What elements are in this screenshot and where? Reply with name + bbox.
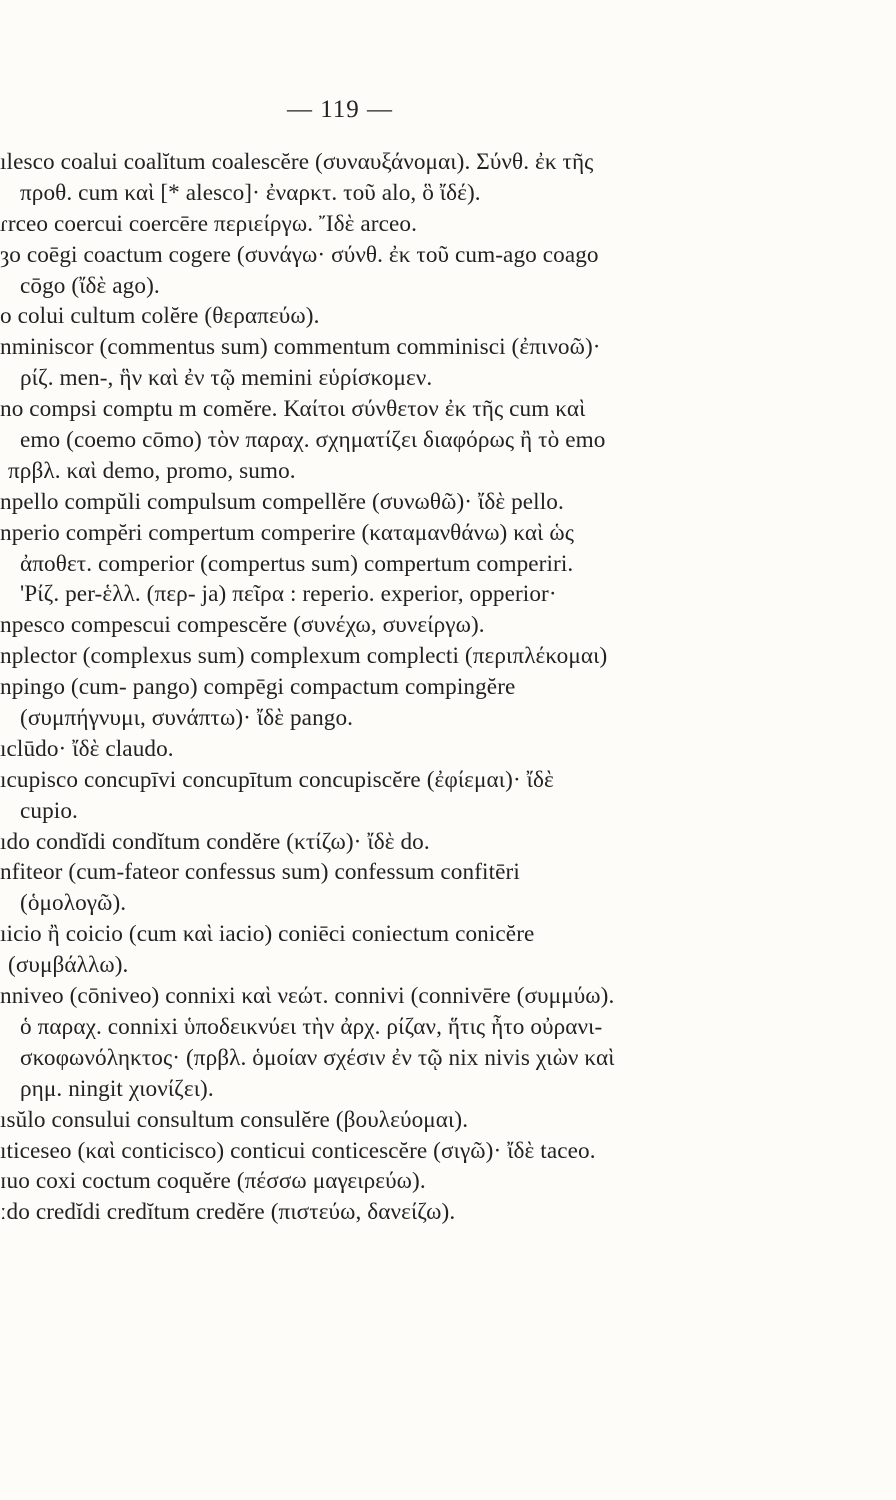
text-line: σκοφωνόληκτος· (πρβλ. ὁμοίαν σχέσιν ἐν τῷ nix nivis χιὼν καὶ xyxy=(20,1044,615,1071)
text-line: ılesco coalui coalĭtum coalescĕre (συναυξάνομαι). Σύνθ. ἐκ τῆς xyxy=(0,149,594,175)
text-line: ıticeseo (καὶ conticisco) conticui conticescĕre (σιγῶ)· ἴδὲ taceo. xyxy=(0,1137,596,1164)
text-line: emo (coemo cōmo) τὸν παραχ. σχηματίζει διαφόρως ἢ τὸ emo xyxy=(20,427,606,454)
text-line: ıdo condĭdi condĭtum condĕre (κτίζω)· ἴδὲ do. xyxy=(0,828,430,855)
page-number: — 119 — xyxy=(286,96,394,123)
text-line: cōgo (ἴδὲ ago). xyxy=(20,272,160,299)
text-line: ıclūdo· ἴδὲ claudo. xyxy=(0,735,174,762)
text-line: nniveo (cōniveo) connixi καὶ νεώτ. connivi (connivēre (συμμύω). xyxy=(0,983,615,1010)
text-line: (ὁμολογῶ). xyxy=(20,890,127,917)
text-line: npingo (cum- pango) compēgi compactum compingĕre xyxy=(0,674,516,701)
text-line: nplector (complexus sum) complexum complecti (περιπλέκομαι) xyxy=(0,643,608,670)
text-line: ıicio ἢ coicio (cum καὶ iacio) coniēci coniectum conicĕre xyxy=(0,921,535,948)
text-line: cupio. xyxy=(20,797,78,824)
text-line: (συμπήγνυμι, συνάπτω)· ἴδὲ pango. xyxy=(20,705,354,732)
text-line: ὁ παραχ. connixi ὑποδεικνύει τὴν ἀρχ. ρίζαν, ἥτις ἦτο οὐρανι- xyxy=(20,1013,603,1040)
text-line: ɾrceo coercui coercēre περιείργω. Ἴδὲ arceo. xyxy=(0,210,418,237)
text-line: ɪuo coxi coctum coquĕre (πέσσω μαγειρεύω). xyxy=(0,1168,426,1195)
text-line: nfiteor (cum-fateor confessus sum) confessum confitēri xyxy=(0,859,520,886)
text-line: ısŭlo consului consultum consulĕre (βουλεύομαι). xyxy=(0,1106,469,1133)
text-line: πρβλ. καὶ demo, promo, sumo. xyxy=(8,457,296,484)
text-line: nminiscor (commentus sum) commentum comminisci (ἐπινοῶ)· xyxy=(0,334,601,361)
text-line: ıcupisco concupīvi concupītum concupiscĕre (ἐφίεμαι)· ἴδὲ xyxy=(0,766,554,793)
text-line: ρίζ. men-, ἣν καὶ ἐν τῷ memini εὑρίσκομεν. xyxy=(20,365,433,392)
text-line: npello compŭli compulsum compellĕre (συνωθῶ)· ἴδὲ pello. xyxy=(0,488,564,515)
text-line: (συμβάλλω). xyxy=(8,952,129,979)
text-line: o colui cultum colĕre (θεραπεύω). xyxy=(0,303,320,330)
dictionary-entries xyxy=(0,147,880,1228)
text-line: ȝo coēgi coactum cogere (συνάγω· σύνθ. ἐκ τοῦ cum-ago coago xyxy=(0,241,599,268)
text-line: ːdo credĭdi credĭtum credĕre (πιστεύω, δανείζω). xyxy=(0,1199,456,1226)
text-line: ρημ. ningit χιονίζει). xyxy=(20,1075,214,1102)
text-line: no compsi comptu m comĕre. Καίτοι σύνθετον ἐκ τῆς cum καὶ xyxy=(0,396,586,423)
text-line: ἀποθετ. comperior (compertus sum) compertum comperiri. xyxy=(20,550,574,577)
text-line: προθ. cum καὶ [* alesco]· ἐναρκτ. τοῦ alo, ὃ ἴδέ). xyxy=(20,179,481,206)
text-line: npesco compescui compescĕre (συνέχω, συνείργω). xyxy=(0,612,485,639)
text-line: 'Ρίζ. per-ἑλλ. (περ- ja) πεῖρα : reperio. experior, opperior· xyxy=(20,581,557,608)
text-line: nperio compĕri compertum comperire (καταμανθάνω) καὶ ὡς xyxy=(0,519,574,546)
